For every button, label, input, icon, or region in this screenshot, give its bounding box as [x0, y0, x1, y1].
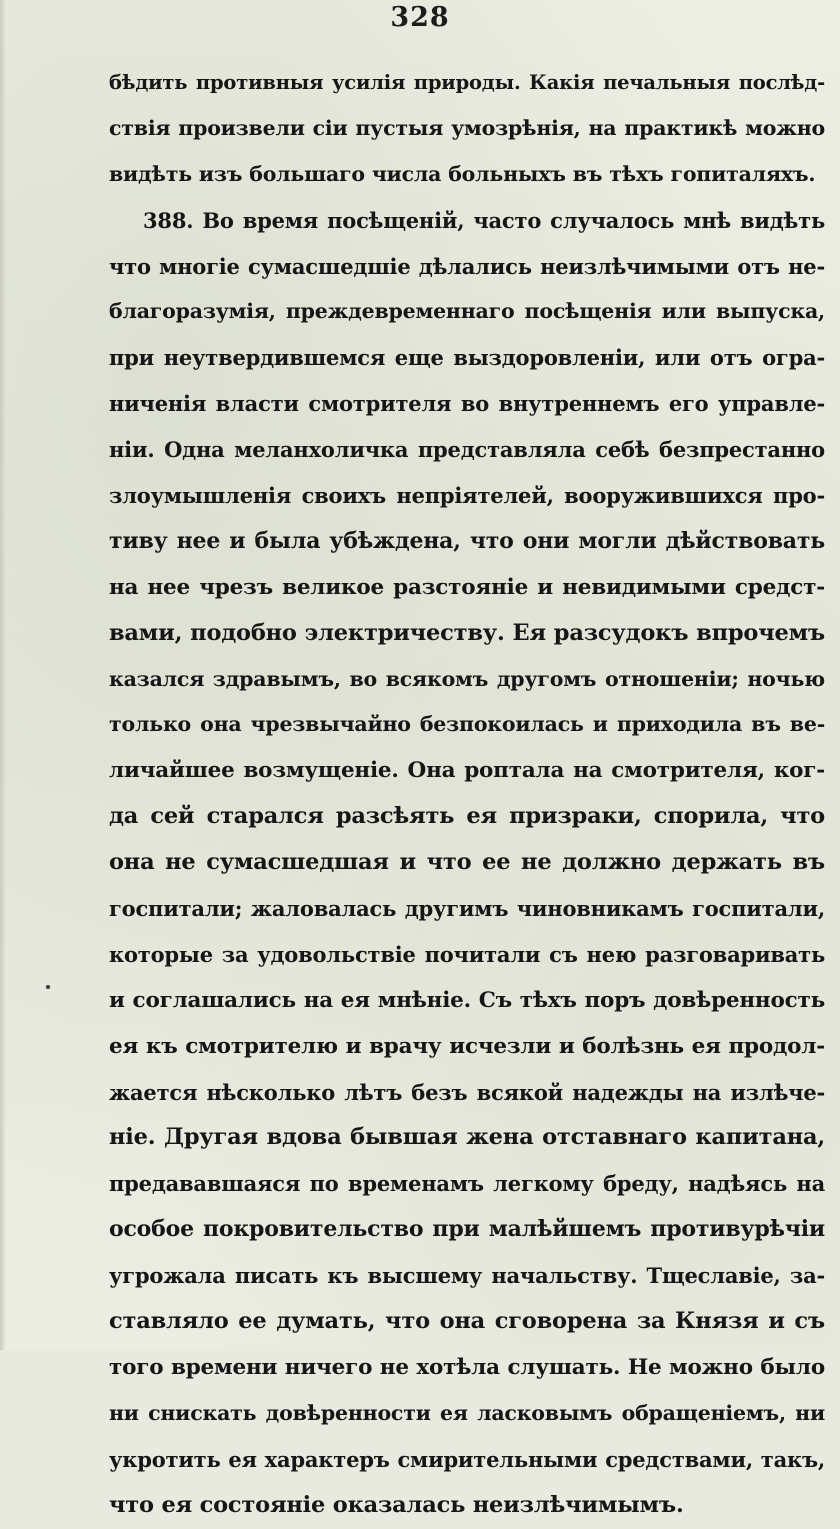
text-line-6: благоразумія, преждевременнаго посѣщенія или выпуска, [109, 299, 825, 324]
text-line-17: да сей старался разсѣять ея призраки, спорила, что [109, 803, 825, 830]
text-line-24: ніе. Другая вдова бывшая жена отставнаго капитана, [109, 1124, 825, 1151]
text-line-21: и соглашались на ея мнѣніе. Съ тѣхъ поръ довѣренность [109, 987, 825, 1013]
text-line-26: особое покровительство при малѣйшемъ противурѣчіи [109, 1216, 825, 1243]
text-line-7: при неутвердившемся еще выздоровленіи, или отъ огра- [109, 345, 825, 371]
text-line-16: личайшее возмущеніе. Она роптала на смотрителя, ког- [109, 758, 825, 784]
text-line-5: что многіе сумасшедшіе дѣлались неизлѣчимыми отъ не- [109, 253, 825, 279]
text-line-10: злоумышленія своихъ непріятелей, вооружившихся про- [109, 483, 825, 509]
text-line-13: вами, подобно электричеству. Ея разсудокъ впрочемъ [109, 619, 825, 646]
text-line-12: на нее чрезъ великое разстояніе и невидимыми средст- [109, 574, 825, 600]
text-line-20: которые за удовольствіе почитали съ нею разговаривать [109, 941, 825, 967]
paragraph-388-start: 388. Во время посѣщеній, часто случалось мнѣ видѣть [143, 207, 825, 233]
text-line-31: укротить ея характеръ смирительными средствами, такъ, [109, 1446, 825, 1472]
text-line-29: того времени ничего не хотѣла слушать. Не можно было [109, 1354, 825, 1380]
text-line-19: госпитали; жаловалась другимъ чиновникамъ госпитали, [109, 896, 825, 922]
text-line-30: ни снискать довѣренности ея ласковымъ обращеніемъ, ни [109, 1400, 825, 1425]
text-line-15: только она чрезвычайно безпокоилась и приходила въ ве- [109, 712, 825, 737]
text-line-8: ниченія власти смотрителя во внутреннемъ его управле- [109, 391, 825, 417]
text-line-14: казался здравымъ, во всякомъ другомъ отношеніи; ночью [109, 666, 825, 691]
text-line-2: ствія произвели сіи пустыя умозрѣнія, на практикѣ можно [109, 115, 825, 140]
body-text [109, 60, 825, 1529]
text-line-25: предававшаяся по временамъ легкому бреду, надѣясь на [109, 1171, 825, 1197]
page-number: 328 [390, 2, 450, 33]
text-line-11: тиву нее и была убѣждена, что они могли дѣйствовать [109, 527, 825, 554]
text-line-23: жается нѣсколько лѣтъ безъ всякой надежды на излѣче- [109, 1079, 825, 1105]
text-line-28: ставляло ее думать, что она сговорена за Князя и съ [109, 1308, 825, 1335]
text-line-27: угрожала писать къ высшему начальству. Тщеславіе, за- [109, 1263, 825, 1289]
text-line-3: видѣть изъ большаго числа больныхъ въ тѣхъ гопиталяхъ. [109, 161, 816, 186]
text-line-18: она не сумасшедшая и что ее не должно держать въ [109, 849, 825, 876]
text-line-22: ея къ смотрителю и врачу исчезли и болѣзнь ея продол- [109, 1033, 825, 1059]
text-line-32: что ея состояніе оказалась неизлѣчимымъ. [109, 1491, 684, 1518]
text-line-9: ніи. Одна меланхоличка представляла себѣ безпрестанно [109, 437, 825, 463]
margin-mark [46, 985, 50, 989]
text-line-1: бѣдить противныя усилія природы. Какія печальныя послѣд- [109, 71, 825, 94]
